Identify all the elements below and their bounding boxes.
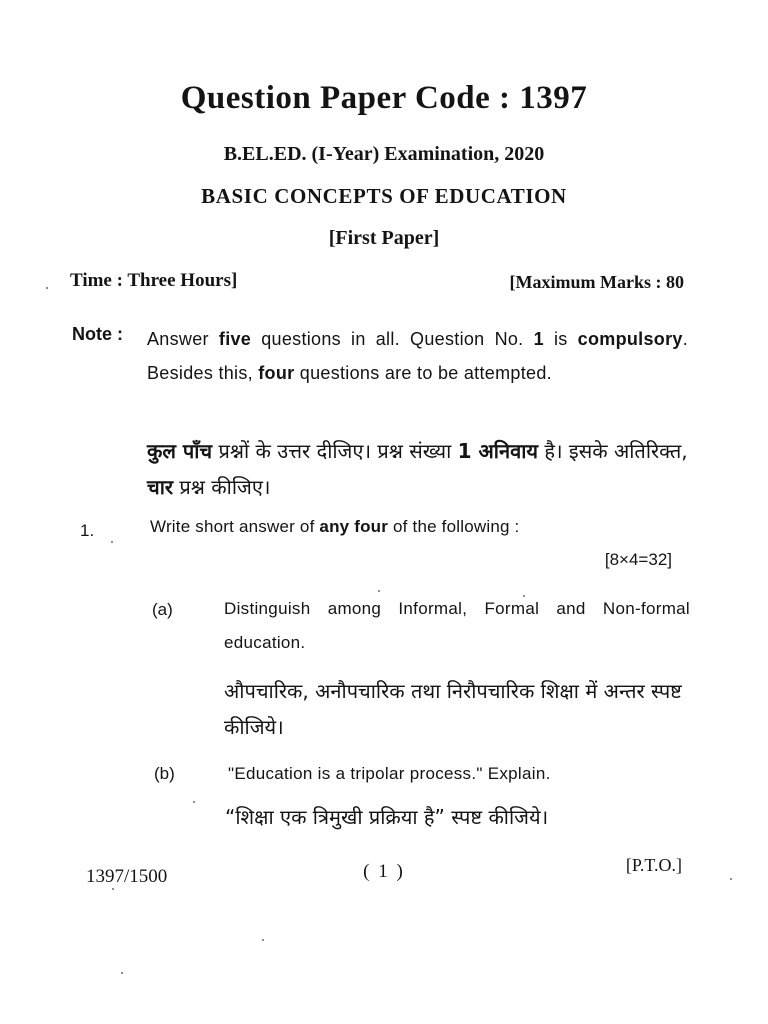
scan-speck xyxy=(112,888,114,890)
maximum-marks: [Maximum Marks : 80 xyxy=(509,272,684,292)
question-instruction xyxy=(150,517,519,537)
question-emphasis: any four xyxy=(319,517,389,536)
part-a-english: Distinguish among Informal, Formal and Non-formal education. xyxy=(224,599,690,652)
scan-speck xyxy=(730,878,732,880)
question-text: Write short answer of xyxy=(150,517,320,536)
note-emphasis: four xyxy=(258,363,295,383)
question-text: of the following : xyxy=(388,517,520,536)
part-b-english: "Education is a tripolar process." Explain. xyxy=(228,764,551,783)
scan-speck xyxy=(523,595,525,597)
scan-speck xyxy=(193,801,195,803)
note-text: . Besides this, xyxy=(147,329,689,383)
note-text: is xyxy=(543,329,578,349)
scan-speck xyxy=(262,939,264,941)
note-label: Note : xyxy=(72,324,123,344)
part-b-hindi: “शिक्षा एक त्रिमुखी प्रक्रिया है” स्पष्ट कीजिये। xyxy=(225,805,549,829)
scan-speck xyxy=(121,972,123,974)
examination-line: B.EL.ED. (I-Year) Examination, 2020 xyxy=(223,143,545,165)
part-b-label: (b) xyxy=(154,764,175,783)
note-hindi xyxy=(147,433,692,505)
subject-title: BASIC CONCEPTS OF EDUCATION xyxy=(201,184,567,208)
footer-paper-code: 1397/1500 xyxy=(86,866,168,887)
note-english xyxy=(147,322,688,390)
scan-speck xyxy=(111,541,113,543)
part-a-label: (a) xyxy=(152,600,173,619)
note-hindi-text: है। इसके अतिरिक्त, xyxy=(537,439,688,463)
note-hindi-emphasis: कुल पाँच xyxy=(147,439,213,463)
note-emphasis: 1 xyxy=(533,329,544,349)
note-hindi-emphasis: 1 अनिवाय xyxy=(457,439,538,463)
time-allowed: Time : Three Hours] xyxy=(70,270,238,291)
paper-label: [First Paper] xyxy=(328,227,440,249)
question-number: 1. xyxy=(80,521,95,540)
footer-page-number: ( 1 ) xyxy=(363,861,405,882)
note-emphasis: compulsory xyxy=(577,329,683,349)
note-hindi-text: प्रश्नों के उत्तर दीजिए। प्रश्न संख्या xyxy=(212,439,458,463)
paper-code-title: Question Paper Code : 1397 xyxy=(180,80,588,116)
footer-pto: [P.T.O.] xyxy=(625,855,682,875)
note-text: Answer xyxy=(147,329,219,349)
note-hindi-emphasis: चार xyxy=(147,475,174,499)
scan-speck xyxy=(46,287,48,289)
note-hindi-text: प्रश्न कीजिए। xyxy=(173,475,271,499)
note-emphasis: five xyxy=(218,329,252,349)
note-text: questions in all. Question No. xyxy=(251,329,534,349)
note-text: questions are to be attempted. xyxy=(294,363,552,383)
part-a-hindi: औपचारिक, अनौपचारिक तथा निरौपचारिक शिक्षा में अन्तर स्पष्ट कीजिये। xyxy=(224,679,682,739)
question-marks: [8×4=32] xyxy=(604,550,672,569)
scan-speck xyxy=(378,590,380,592)
